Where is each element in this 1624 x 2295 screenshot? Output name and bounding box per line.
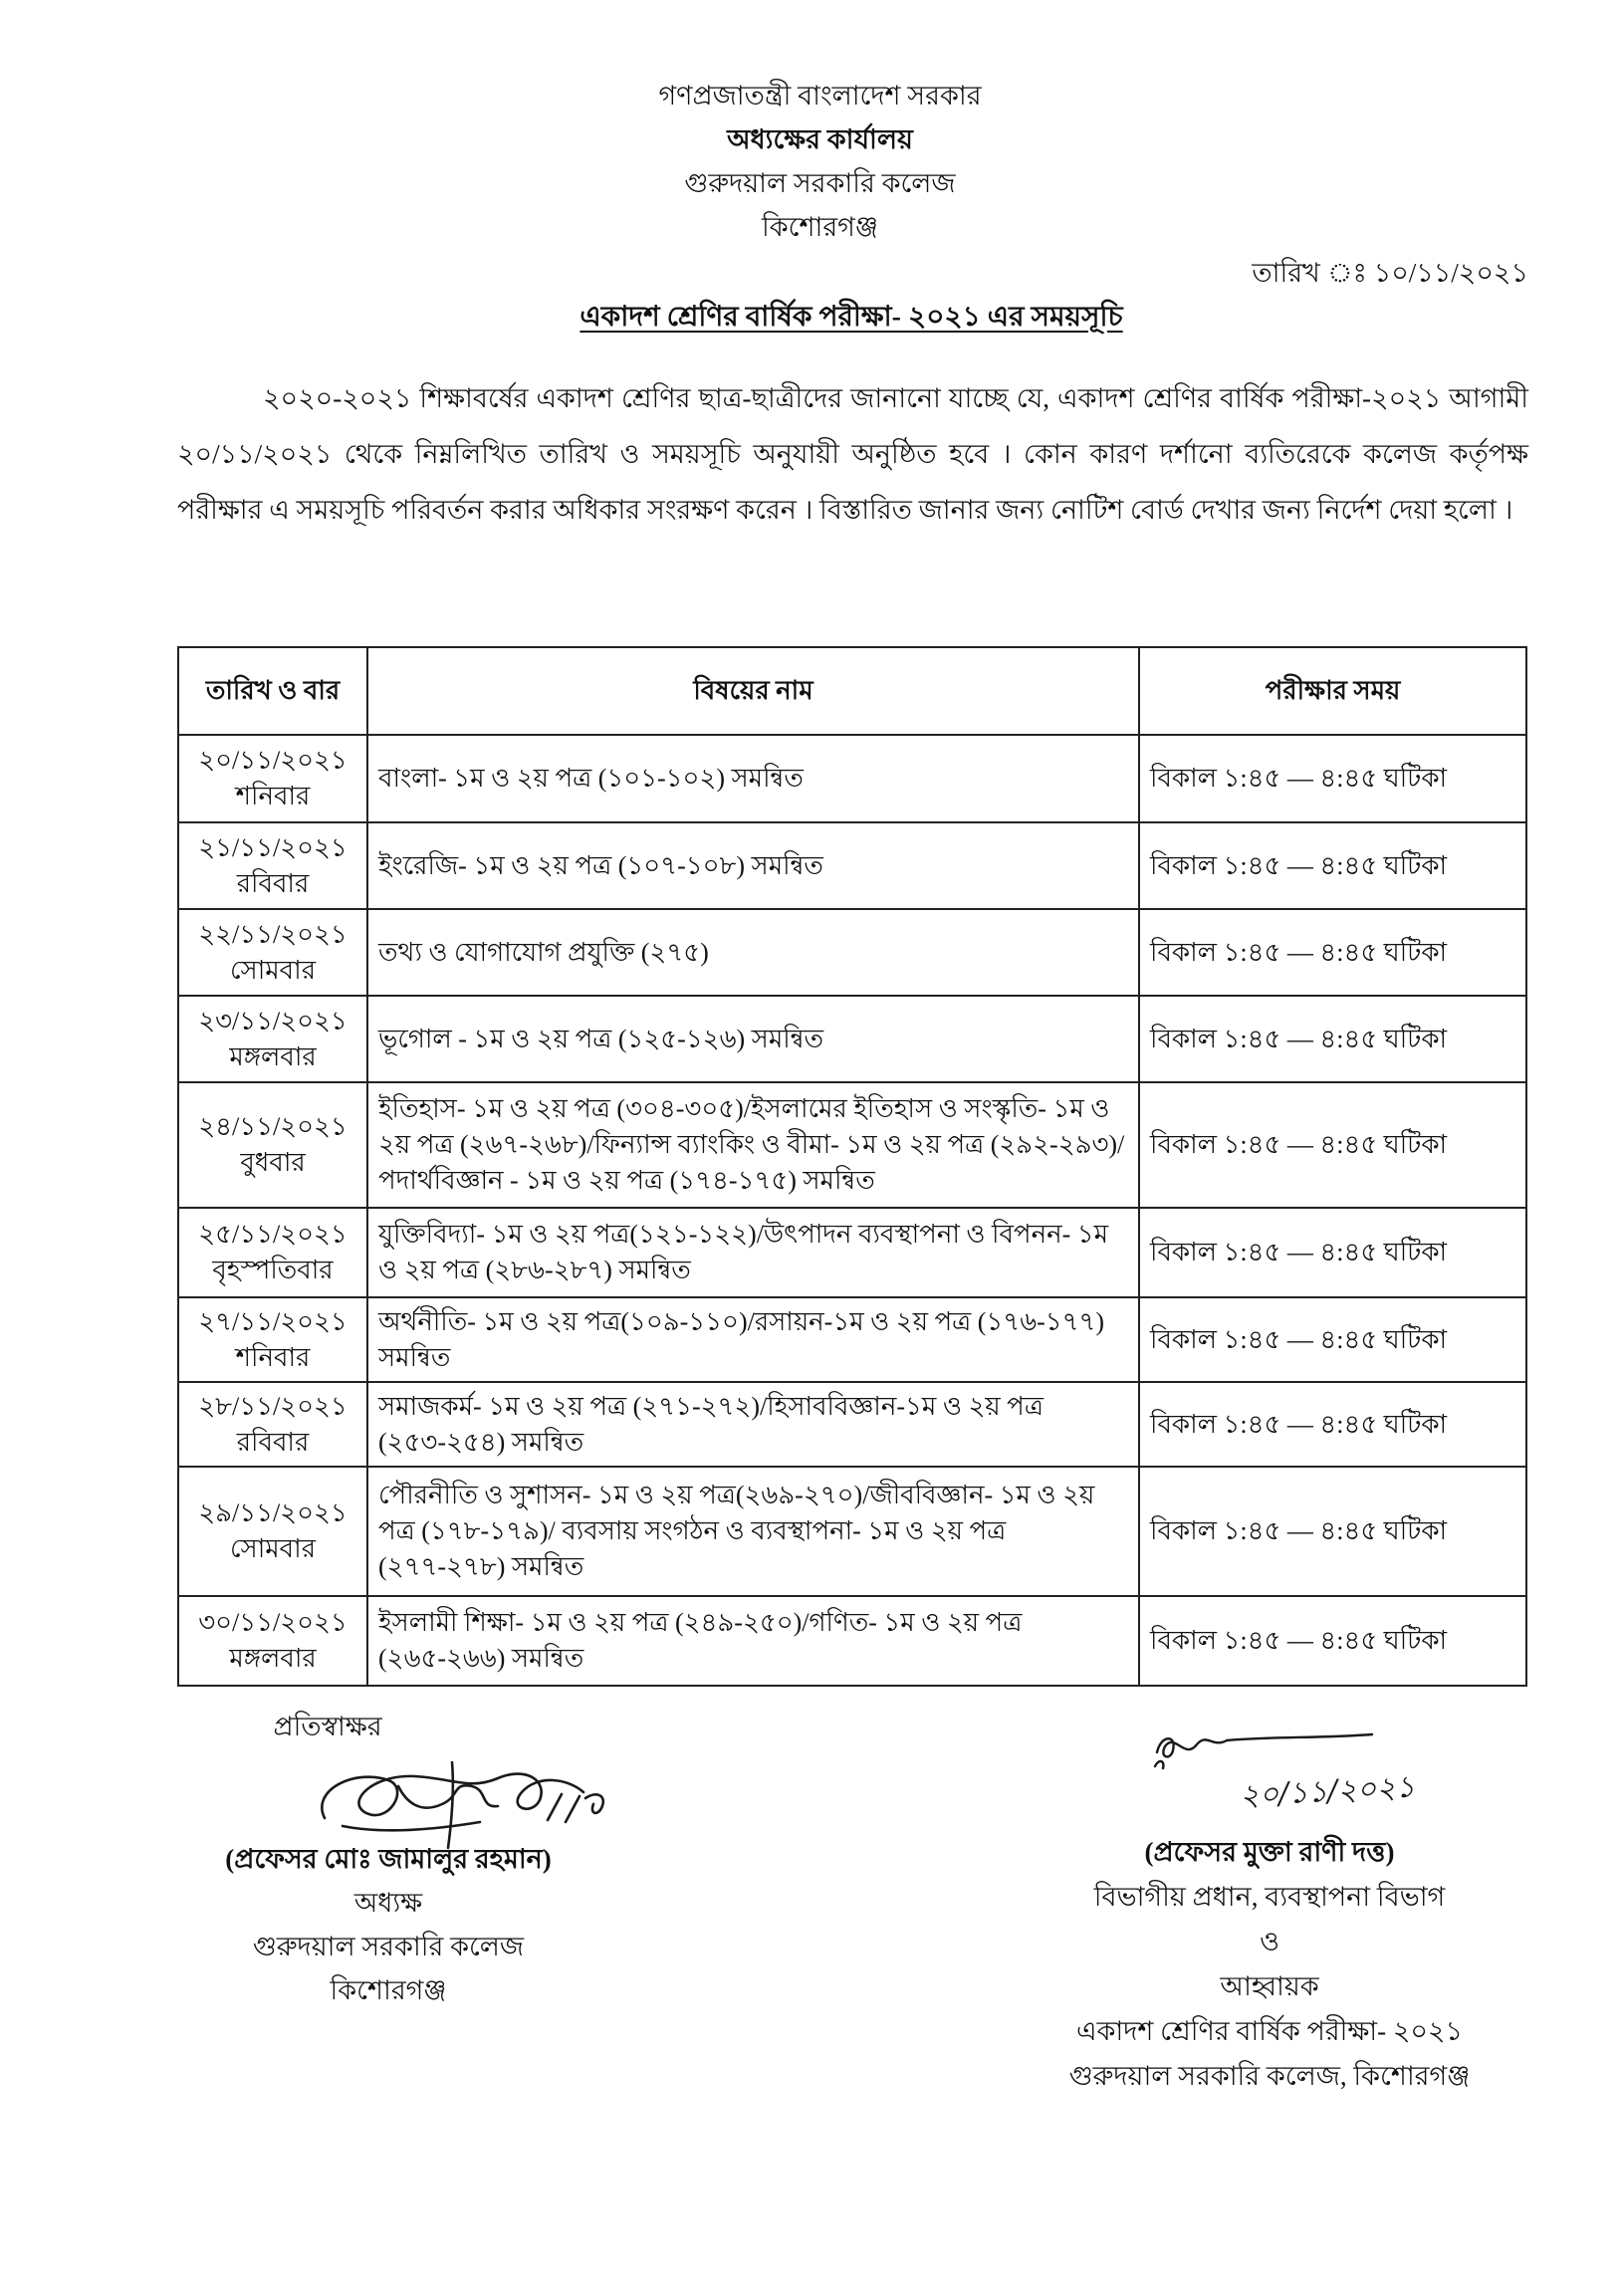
exam-schedule-table bbox=[177, 646, 1527, 1687]
time-cell: বিকাল ১:৪৫ — ৪:৪৫ ঘটিকা bbox=[1139, 1297, 1526, 1382]
subject-cell: তথ্য ও যোগাযোগ প্রযুক্তি (২৭৫) bbox=[367, 909, 1139, 996]
time-cell: বিকাল ১:৪৫ — ৪:৪৫ ঘটিকা bbox=[1139, 909, 1526, 996]
table-row bbox=[178, 822, 1526, 909]
convener-college: গুরুদয়াল সরকারি কলেজ, কিশোরগঞ্জ bbox=[1068, 2061, 1471, 2091]
time-cell: বিকাল ১:৪৫ — ৪:৪৫ ঘটিকা bbox=[1139, 822, 1526, 909]
table-row bbox=[178, 1382, 1526, 1467]
exam-day: শনিবার bbox=[235, 782, 311, 810]
principal-name: (প্রফেসর মোঃ জামালুর রহমান) bbox=[225, 1844, 552, 1874]
convener-handwritten-date: ২০/১১/২০২১ bbox=[1239, 1769, 1416, 1814]
exam-day: রবিবার bbox=[236, 868, 310, 898]
column-header-subject: বিষয়ের নাম bbox=[367, 647, 1139, 735]
exam-day: বুধবার bbox=[240, 1148, 306, 1177]
college-name: গুরুদয়াল সরকারি কলেজ bbox=[684, 168, 956, 198]
main-content bbox=[177, 646, 1525, 2105]
subject-cell: ভূগোল - ১ম ও ২য় পত্র (১২৫-১২৬) সমন্বিত bbox=[367, 996, 1139, 1082]
exam-date: ২৫/১১/২০২১ bbox=[198, 1220, 348, 1249]
exam-day: রবিবার bbox=[236, 1427, 310, 1457]
date-cell bbox=[178, 1297, 367, 1382]
exam-date: ২৯/১১/২০২১ bbox=[198, 1498, 348, 1527]
exam-date: ২০/১১/২০২১ bbox=[198, 746, 348, 775]
principal-signatory bbox=[179, 1837, 597, 2012]
subject-cell: অর্থনীতি- ১ম ও ২য় পত্র(১০৯-১১০)/রসায়ন-১ম ও ২য় পত্র (১৭৬-১৭৭) সমন্বিত bbox=[367, 1297, 1139, 1382]
date-cell bbox=[178, 996, 367, 1082]
countersign-label: প্রতিস্বাক্ষর bbox=[273, 1712, 382, 1741]
convener-role: আহ্বায়ক bbox=[1220, 1971, 1319, 2001]
notice-date: তারিখ ঃ ১০/১১/২০২১ bbox=[1252, 258, 1528, 288]
subject-cell: ইংরেজি- ১ম ও ২য় পত্র (১০৭-১০৮) সমন্বিত bbox=[367, 822, 1139, 909]
exam-day: বৃহস্পতিবার bbox=[212, 1256, 334, 1284]
exam-date: ২২/১১/২০২১ bbox=[198, 919, 348, 949]
table-header-row bbox=[178, 647, 1526, 735]
date-cell bbox=[178, 1208, 367, 1297]
principal-district: কিশোরগঞ্জ bbox=[330, 1975, 447, 2005]
principal-college: গুরুদয়াল সরকারি কলেজ bbox=[252, 1932, 525, 1961]
notice-title-text: একাদশ শ্রেণির বার্ষিক পরীক্ষা- ২০২১ এর সময়সূচি bbox=[580, 302, 1123, 333]
exam-date: ২১/১১/২০২১ bbox=[198, 832, 348, 862]
exam-day: মঙ্গলবার bbox=[229, 1644, 317, 1673]
letterhead bbox=[8, 74, 1624, 249]
exam-day: শনিবার bbox=[235, 1342, 311, 1372]
convener-signatory bbox=[1031, 1830, 1508, 2099]
table-row bbox=[178, 1596, 1526, 1686]
notice-title bbox=[177, 298, 1525, 338]
column-header-time: পরীক্ষার সময় bbox=[1139, 647, 1526, 735]
date-cell bbox=[178, 1082, 367, 1208]
convener-exam: একাদশ শ্রেণির বার্ষিক পরীক্ষা- ২০২১ bbox=[1075, 2016, 1464, 2046]
exam-date: ২৭/১১/২০২১ bbox=[198, 1306, 348, 1336]
government-name: গণপ্রজাতন্ত্রী বাংলাদেশ সরকার bbox=[658, 81, 982, 111]
convener-designation: বিভাগীয় প্রধান, ব্যবস্থাপনা বিভাগ bbox=[1093, 1882, 1446, 1912]
table-row bbox=[178, 1467, 1526, 1596]
subject-cell: ইতিহাস- ১ম ও ২য় পত্র (৩০৪-৩০৫)/ইসলামের ইতিহাস ও সংস্কৃতি- ১ম ও ২য় পত্র (২৬৭-২৬৮)/ফিন্যান্স ব্যাংকিং ও বীমা- ১ম ও ২য় পত্র (২৯২-২৯৩)/পদার্থবিজ্ঞান - ১ম ও ২য় পত্র (১৭৪-১৭৫) সমন্বিত bbox=[367, 1082, 1139, 1208]
subject-cell: সমাজকর্ম- ১ম ও ২য় পত্র (২৭১-২৭২)/হিসাববিজ্ঞান-১ম ও ২য় পত্র (২৫৩-২৫৪) সমন্বিত bbox=[367, 1382, 1139, 1467]
table-row bbox=[178, 909, 1526, 996]
exam-date: ২৪/১১/২০২১ bbox=[198, 1112, 348, 1141]
exam-date: ২৮/১১/২০২১ bbox=[198, 1391, 348, 1421]
table-row bbox=[178, 996, 1526, 1082]
principal-designation: অধ্যক্ষ bbox=[353, 1888, 423, 1918]
time-cell: বিকাল ১:৪৫ — ৪:৪৫ ঘটিকা bbox=[1139, 1382, 1526, 1467]
date-cell bbox=[178, 735, 367, 822]
date-cell bbox=[178, 909, 367, 996]
exam-date: ২৩/১১/২০২১ bbox=[198, 1006, 348, 1035]
convener-conjunction: ও bbox=[1260, 1927, 1279, 1956]
subject-cell: যুক্তিবিদ্যা- ১ম ও ২য় পত্র(১২১-১২২)/উৎপাদন ব্যবস্থাপনা ও বিপনন- ১ম ও ২য় পত্র (২৮৬-২৮৭) সমন্বিত bbox=[367, 1208, 1139, 1297]
time-cell: বিকাল ১:৪৫ — ৪:৪৫ ঘটিকা bbox=[1139, 996, 1526, 1082]
district-name: কিশোরগঞ্জ bbox=[762, 212, 878, 242]
date-cell bbox=[178, 822, 367, 909]
convener-name: (প্রফেসর মুক্তা রাণী দত্ত) bbox=[1144, 1837, 1395, 1867]
time-cell: বিকাল ১:৪৫ — ৪:৪৫ ঘটিকা bbox=[1139, 1082, 1526, 1208]
date-cell bbox=[178, 1467, 367, 1596]
subject-cell: বাংলা- ১ম ও ২য় পত্র (১০১-১০২) সমন্বিত bbox=[367, 735, 1139, 822]
time-cell: বিকাল ১:৪৫ — ৪:৪৫ ঘটিকা bbox=[1139, 1467, 1526, 1596]
signature-area bbox=[177, 1687, 1525, 2105]
table-row bbox=[178, 1082, 1526, 1208]
table-row bbox=[178, 1208, 1526, 1297]
subject-cell: ইসলামী শিক্ষা- ১ম ও ২য় পত্র (২৪৯-২৫০)/গণিত- ১ম ও ২য় পত্র (২৬৫-২৬৬) সমন্বিত bbox=[367, 1596, 1139, 1686]
exam-day: সোমবার bbox=[229, 955, 316, 985]
notice-body: ২০২০-২০২১ শিক্ষাবর্ষের একাদশ শ্রেণির ছাত্র-ছাত্রীদের জানানো যাচ্ছে যে, একাদশ শ্রেণির বার্ষিক পরীক্ষা-২০২১ আগামী ২০/১১/২০২১ থেকে নিম্নলিখিত তারিখ ও সময়সূচি অনুযায়ী অনুষ্ঠিত হবে । কোন কারণ দর্শানো ব্যতিরেকে কলেজ কর্তৃপক্ষ পরীক্ষার এ সময়সূচি পরিবর্তন করার অধিকার সংরক্ষণ করেন । বিস্তারিত জানার জন্য নোটিশ বোর্ড দেখার জন্য নির্দেশ দেয়া হলো । bbox=[177, 383, 1528, 525]
exam-day: মঙ্গলবার bbox=[229, 1041, 317, 1071]
subject-cell: পৌরনীতি ও সুশাসন- ১ম ও ২য় পত্র(২৬৯-২৭০)/জীববিজ্ঞান- ১ম ও ২য় পত্র (১৭৮-১৭৯)/ ব্যবসায় সংগঠন ও ব্যবস্থাপনা- ১ম ও ২য় পত্র (২৭৭-২৭৮) সমন্বিত bbox=[367, 1467, 1139, 1596]
time-cell: বিকাল ১:৪৫ — ৪:৪৫ ঘটিকা bbox=[1139, 735, 1526, 822]
exam-date: ৩০/১১/২০২১ bbox=[198, 1608, 348, 1637]
table-row bbox=[178, 735, 1526, 822]
time-cell: বিকাল ১:৪৫ — ৪:৪৫ ঘটিকা bbox=[1139, 1596, 1526, 1686]
date-cell bbox=[178, 1382, 367, 1467]
exam-day: সোমবার bbox=[229, 1534, 316, 1563]
column-header-date: তারিখ ও বার bbox=[178, 647, 367, 735]
table-row bbox=[178, 1297, 1526, 1382]
date-cell bbox=[178, 1596, 367, 1686]
office-name: অধ্যক্ষের কার্যালয় bbox=[727, 124, 913, 154]
time-cell: বিকাল ১:৪৫ — ৪:৪৫ ঘটিকা bbox=[1139, 1208, 1526, 1297]
